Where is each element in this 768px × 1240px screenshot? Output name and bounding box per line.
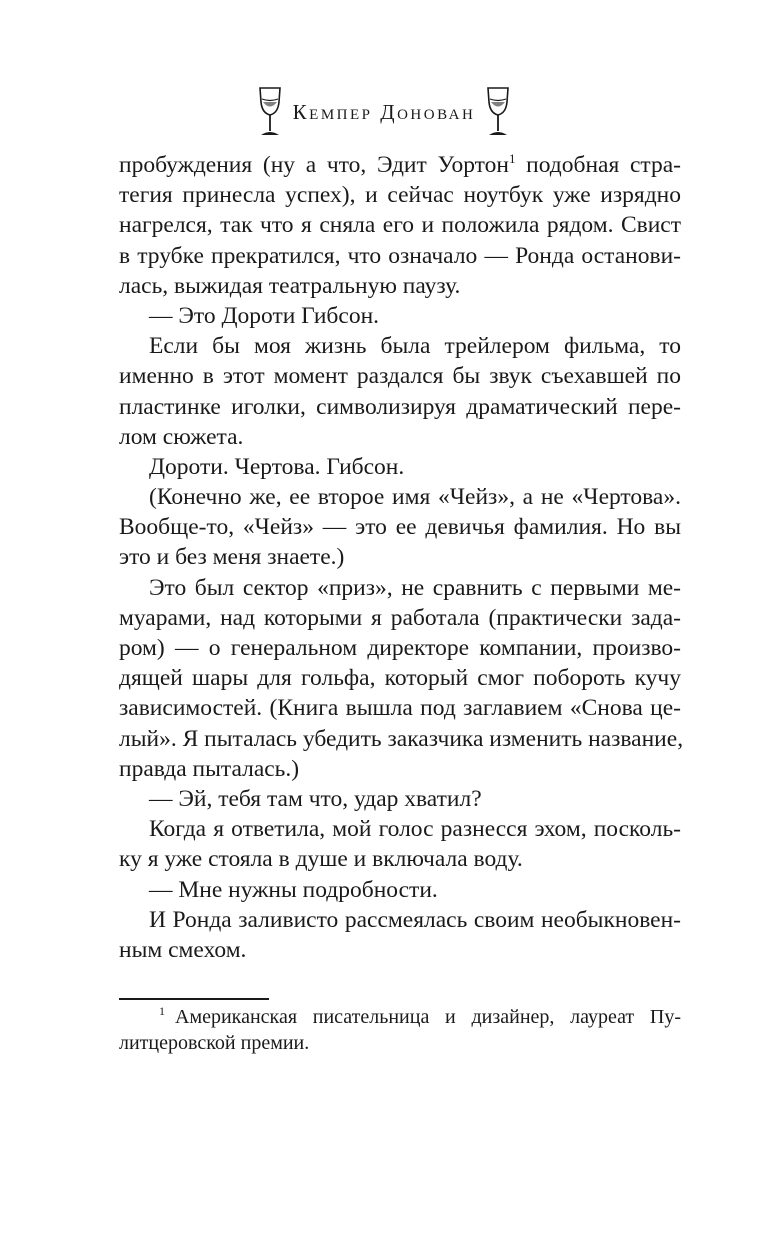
- text-line: ным смехом.: [119, 936, 247, 963]
- text-line: Это был сектор «приз», не сравнить с первыми ме-: [149, 574, 681, 601]
- text-line: лом сюжета.: [119, 423, 244, 450]
- text-line: дящей шары для гольфа, который смог побороть кучу: [119, 665, 681, 692]
- footnote-reference: 1: [508, 151, 516, 166]
- footnote-marker: 1: [159, 1004, 165, 1018]
- wine-glass-right-icon: [485, 86, 511, 138]
- text-line: — Эй, тебя там что, удар хватил?: [149, 785, 482, 812]
- text-line: — Мне нужны подробности.: [149, 876, 438, 903]
- footnote-divider: [119, 998, 269, 1000]
- text-line: муарами, над которыми я работала (практически зада-: [119, 604, 681, 631]
- text-line: Вообще-то, «Чейз» — это ее девичья фамилия. Но вы: [119, 514, 681, 541]
- text-line: пластинке иголки, символизируя драматический пере-: [119, 393, 681, 420]
- header-title: Кемпер Донован: [292, 99, 476, 124]
- text-line: — Это Дороти Гибсон.: [149, 302, 380, 329]
- text-line: лась, выжидая театральную паузу.: [119, 272, 461, 299]
- footnote-line: литцеровской премии.: [119, 1032, 310, 1054]
- text-line: пробуждения (ну а что, Эдит Уортон$^1$ подобная стра-: [119, 151, 681, 178]
- text-line: нагрелся, так что я сняла его и положила рядом. Свист: [119, 212, 681, 239]
- text-line: Когда я ответила, мой голос разнесся эхом, посколь-: [149, 816, 681, 843]
- text-line: ром) — о генеральном директоре компании, произво-: [119, 635, 681, 661]
- text-line: тегия принесла успех), и сейчас ноутбук уже изрядно: [119, 182, 681, 209]
- footnote-line: $^1$ Американская писательница и дизайнер, лауреат Пу-: [159, 1004, 681, 1028]
- text-line: именно в этот момент раздался бы звук съехавшей по: [119, 363, 681, 390]
- text-line: это и без меня знаете.): [119, 544, 345, 571]
- text-line: (Конечно же, ее второе имя «Чейз», а не «Чертова».: [149, 484, 681, 511]
- text-line: Если бы моя жизнь была трейлером фильма, то: [149, 333, 681, 360]
- text-line: И Ронда заливисто рассмеялась своим необыкновен-: [149, 906, 681, 933]
- text-line: Дороти. Чертова. Гибсон.: [149, 453, 405, 480]
- text-line: лый». Я пыталась убедить заказчика изменить название,: [119, 725, 684, 752]
- body-text: [119, 150, 684, 965]
- text-line: правда пыталась.): [119, 755, 300, 782]
- text-line: ку я уже стояла в душе и включала воду.: [119, 846, 523, 873]
- wine-glass-left-icon: [257, 86, 283, 138]
- text-line: зависимостей. (Книга вышла под заглавием «Снова це-: [119, 695, 681, 722]
- footnote: [119, 1004, 681, 1056]
- text-line: в трубке прекратился, что означало — Ронда останови-: [119, 242, 681, 269]
- running-header: [0, 82, 768, 142]
